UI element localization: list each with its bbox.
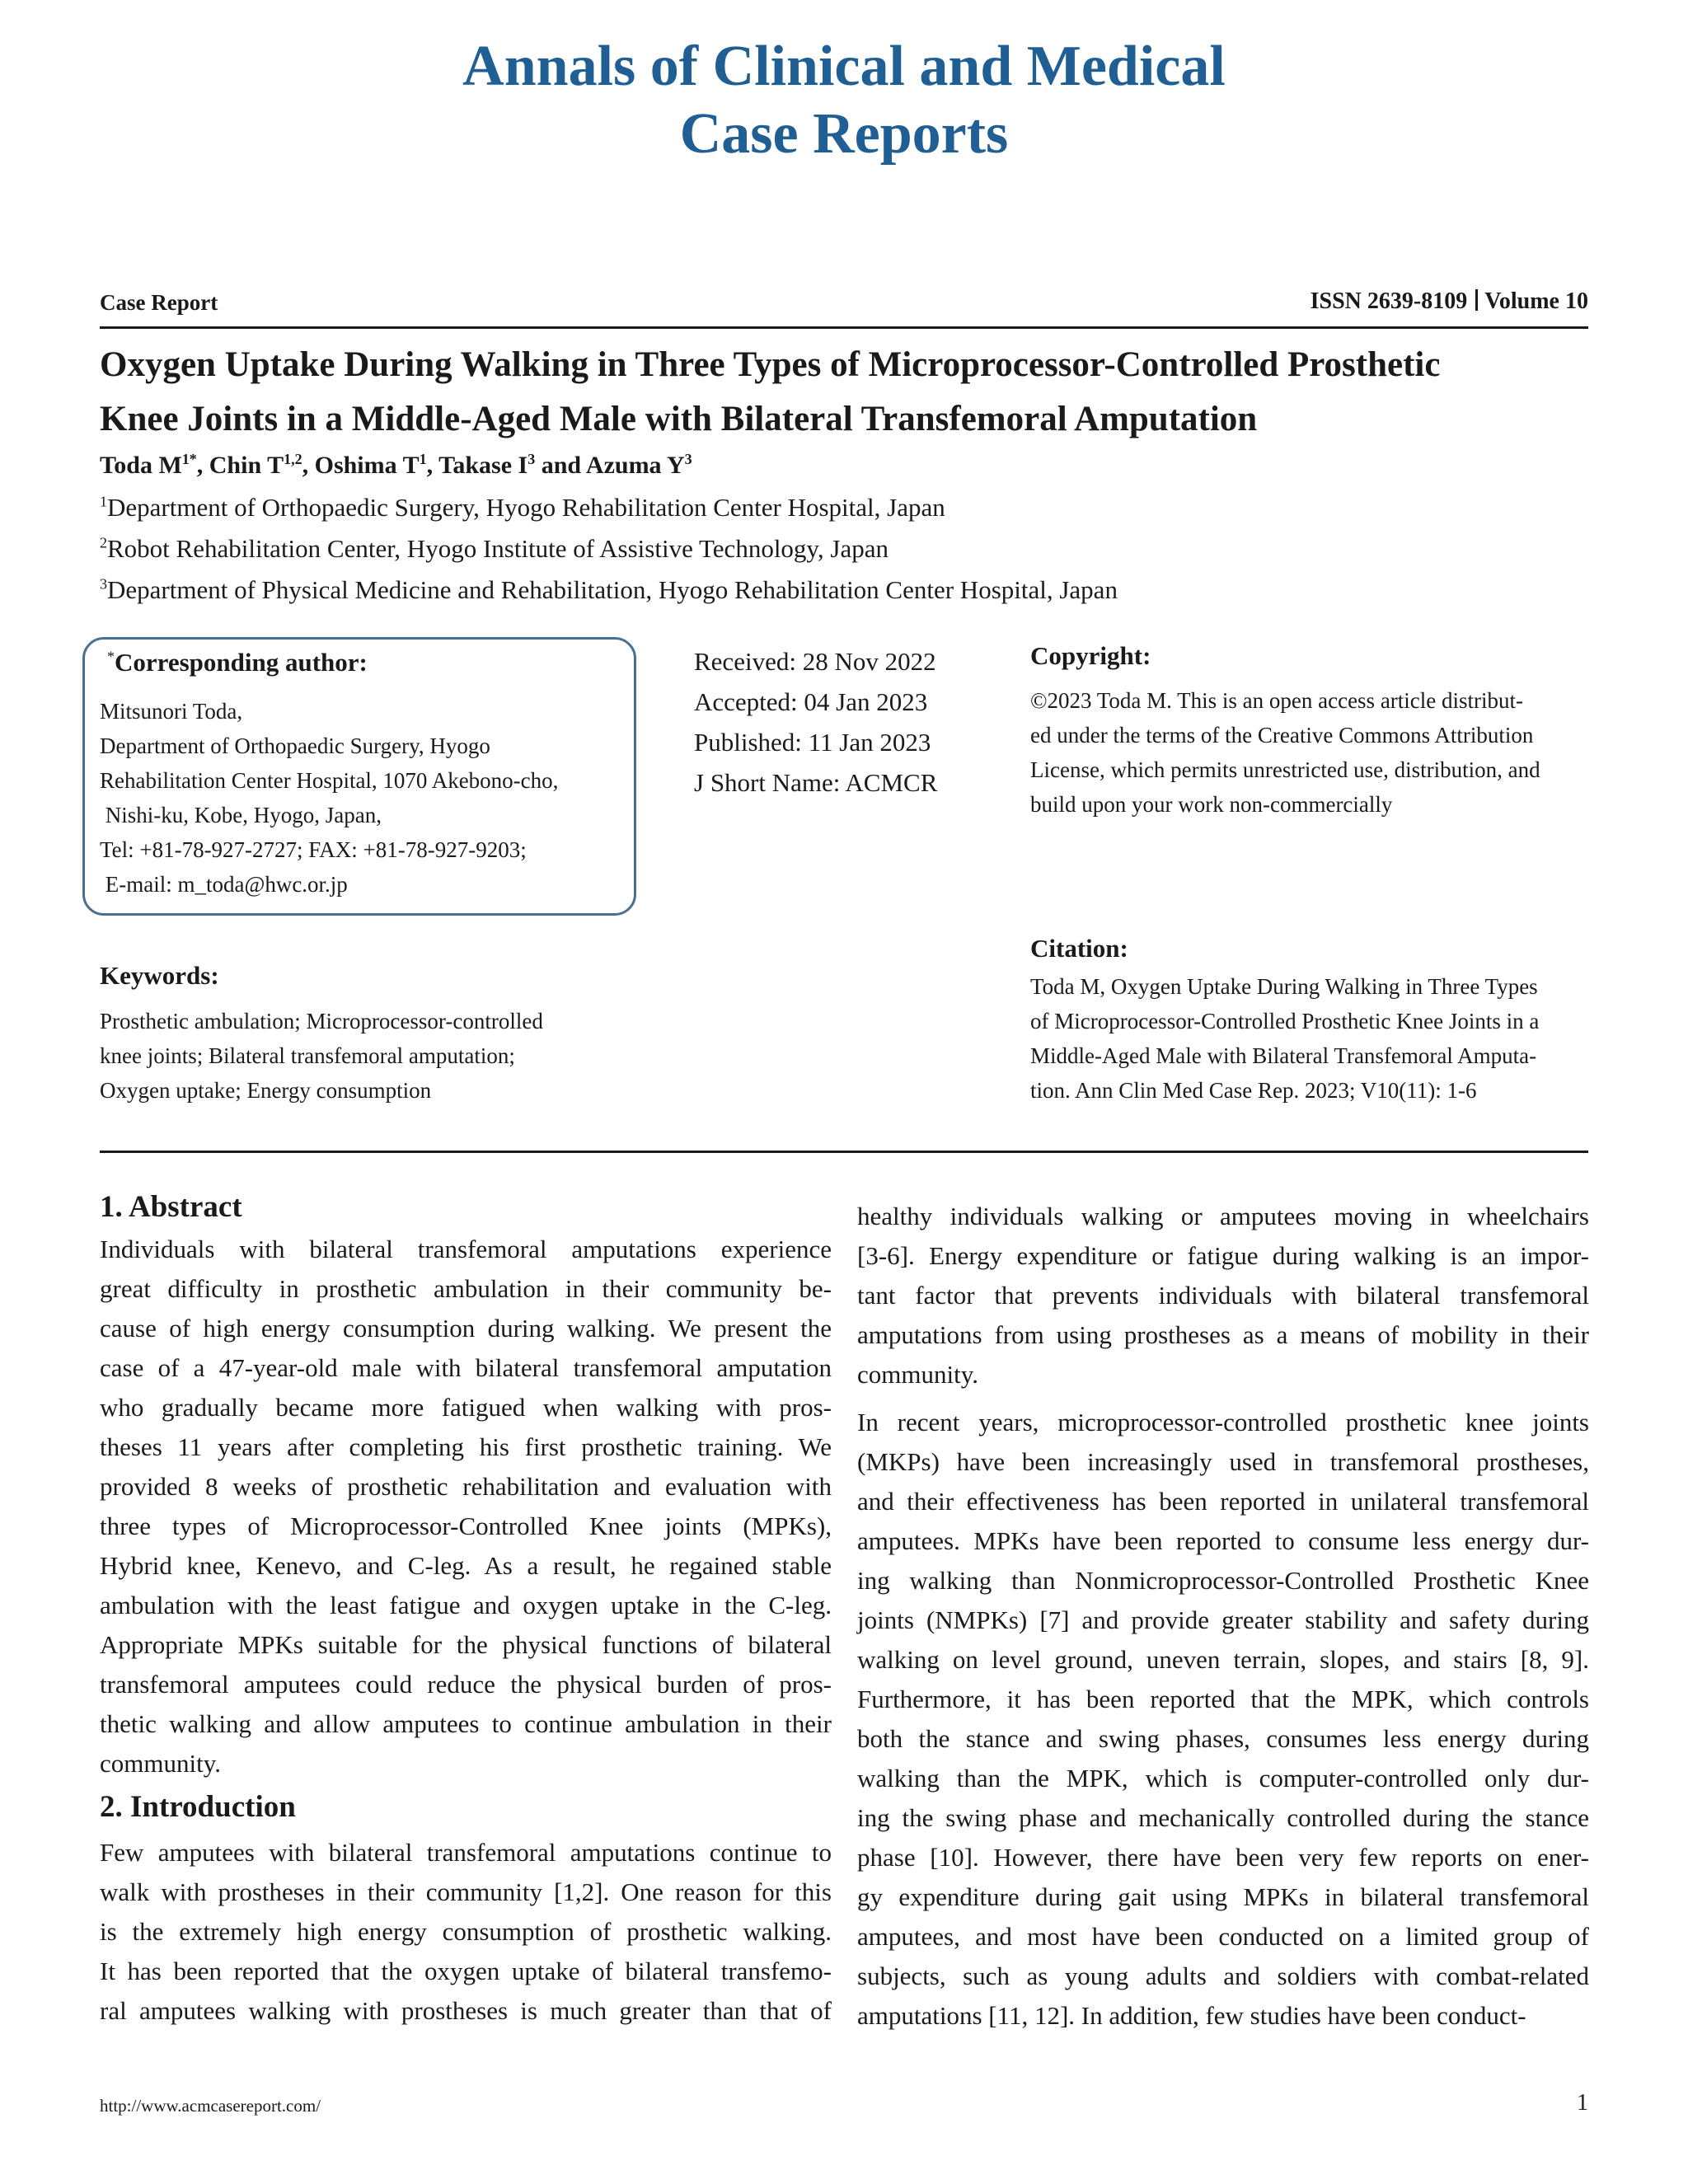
author-name: Chin T (209, 452, 284, 479)
text-line: great difficulty in prosthetic ambulation in their community be- (100, 1274, 832, 1303)
text-line: Furthermore, it has been reported that the MPK, which controls (857, 1685, 1589, 1713)
text-line: theses 11 years after completing his first prosthetic training. We (100, 1432, 832, 1461)
text-line: tant factor that prevents individuals with bilateral transfemoral (857, 1281, 1589, 1310)
text-line: Few amputees with bilateral transfemoral amputations continue to (100, 1838, 832, 1867)
page-number: 1 (1577, 2090, 1588, 2116)
text-line: walk with prostheses in their community [1,2]. One reason for this (100, 1877, 832, 1906)
text-line: Hybrid knee, Kenevo, and C-leg. As a result, he regained stable (100, 1551, 832, 1580)
journal-title-line-1: Annals of Clinical and Medical (462, 35, 1226, 98)
article-type-label: Case Report (100, 290, 218, 315)
text-line: thetic walking and allow amputees to continue ambulation in their (100, 1709, 832, 1738)
corresponding-line: Rehabilitation Center Hospital, 1070 Akebono-cho, (100, 768, 559, 793)
section-rule (100, 1151, 1588, 1153)
issn-text: ISSN 2639-8109 (1310, 288, 1468, 314)
author-affiliation-marker: 3 (528, 451, 536, 467)
author-affiliation-marker: 1,2 (284, 451, 302, 467)
right-column (857, 1197, 1589, 2036)
text-line: ing walking than Nonmicroprocessor-Controlled Prosthetic Knee (857, 1566, 1589, 1595)
introduction-heading: 2. Introduction (100, 1790, 296, 1824)
corresponding-author-heading: *Corresponding author: (107, 648, 368, 677)
text-line: walking on level ground, uneven terrain, slopes, and stairs [8, 9]. (857, 1645, 1589, 1674)
text-line: both the stance and swing phases, consumes less energy during (857, 1724, 1589, 1753)
text-line: provided 8 weeks of prosthetic rehabilitation and evaluation with (100, 1472, 832, 1501)
author-affiliation-marker: 1 (419, 451, 427, 467)
introduction-paragraph-2 (857, 1403, 1589, 2036)
author-name: Toda M (100, 452, 182, 479)
text-line: is the extremely high energy consumption of prosthetic walking. (100, 1917, 832, 1946)
text-line: It has been reported that the oxygen uptake of bilateral transfemo- (100, 1957, 832, 1985)
text-line: transfemoral amputees could reduce the physical burden of pros- (100, 1670, 832, 1699)
issn-divider (1475, 289, 1478, 311)
text-line: In recent years, microprocessor-controlled prosthetic knee joints (857, 1408, 1589, 1436)
author-name: Azuma Y (585, 452, 685, 479)
corresponding-author-details (100, 694, 558, 902)
text-line: (MKPs) have been increasingly used in transfemoral prostheses, (857, 1447, 1589, 1476)
text-line: Appropriate MPKs suitable for the physical functions of bilateral (100, 1630, 832, 1659)
keywords-heading: Keywords: (100, 961, 219, 990)
abstract-heading: 1. Abstract (100, 1190, 242, 1224)
header-rule (100, 326, 1588, 329)
text-line: amputees. MPKs have been reported to consume less energy dur- (857, 1526, 1589, 1555)
copyright-heading: Copyright: (1030, 641, 1151, 670)
corresponding-line: Mitsunori Toda, (100, 699, 243, 724)
journal-short-name: J Short Name: ACMCR (694, 768, 938, 797)
volume-text: Volume 10 (1484, 288, 1588, 314)
text-line: who gradually became more fatigued when walking with pros- (100, 1393, 832, 1422)
text-line: amputations from using prostheses as a means of mobility in their (857, 1320, 1589, 1349)
corresponding-line: Nishi-ku, Kobe, Hyogo, Japan, (100, 803, 382, 827)
text-line: amputations [11, 12]. In addition, few studies have been conduct- (857, 2001, 1526, 2030)
received-date: Received: 28 Nov 2022 (694, 647, 936, 676)
author-affiliation-marker: 1* (181, 451, 197, 467)
affiliation-2: $^2$Robot Rehabilitation Center, Hyogo Institute of Assistive Technology, Japan (100, 534, 889, 563)
accepted-date: Accepted: 04 Jan 2023 (694, 687, 928, 716)
author-affiliation-marker: 3 (684, 451, 692, 467)
affiliation-1: $^1$Department of Orthopaedic Surgery, Hyogo Rehabilitation Center Hospital, Japan (100, 493, 945, 522)
issn-volume (1311, 288, 1588, 315)
text-line: healthy individuals walking or amputees moving in wheelchairs (857, 1202, 1589, 1230)
text-line: and their effectiveness has been reported in unilateral transfemoral (857, 1487, 1589, 1516)
text-line: ing the swing phase and mechanically controlled during the stance (857, 1803, 1589, 1832)
introduction-body (100, 1833, 832, 2031)
journal-title (0, 33, 1688, 168)
article-title-line-2: Knee Joints in a Middle-Aged Male with Bilateral Transfemoral Amputation (100, 400, 1258, 438)
left-column (100, 1188, 832, 2031)
text-line: amputees, and most have been conducted on a limited group of (857, 1922, 1589, 1951)
text-line: joints (NMPKs) [7] and provide greater stability and safety during (857, 1605, 1589, 1634)
published-date: Published: 11 Jan 2023 (694, 728, 931, 757)
introduction-paragraph-continued (857, 1197, 1589, 1394)
keywords-text: Prosthetic ambulation; Microprocessor-controlled knee joints; Bilateral transfemoral amputation; Oxygen uptake; Energy consumption (100, 1009, 543, 1103)
author-name: Takase I (438, 452, 528, 479)
text-line: case of a 47-year-old male with bilateral transfemoral amputation (100, 1353, 832, 1382)
article-dates (694, 641, 937, 803)
copyright-text: ©2023 Toda M. This is an open access article distribut- ed under the terms of the Creative Commons Attribution License, which permits unrestricted use, distribution, and build upon your work non-commercially (1030, 688, 1540, 817)
citation-heading: Citation: (1030, 934, 1128, 963)
text-line: ral amputees walking with prostheses is much greater than that of (100, 1996, 832, 2025)
article-title-line-1: Oxygen Uptake During Walking in Three Types of Microprocessor-Controlled Prosthetic (100, 345, 1441, 384)
author-name: Oshima T (314, 452, 420, 479)
journal-title-line-2: Case Reports (679, 102, 1009, 166)
author-list: Toda $M^{1*}$, Chin T$^{1,2}$, Oshima $T^1$, Takase $I^3$ and Azuma $Y^3$ (100, 451, 692, 479)
text-line: three types of Microprocessor-Controlled Knee joints (MPKs), (100, 1511, 832, 1540)
abstract-body (100, 1230, 832, 1783)
text-line: ambulation with the least fatigue and oxygen uptake in the C-leg. (100, 1591, 832, 1619)
article-title (100, 338, 1592, 447)
affiliation-3: $^3$Department of Physical Medicine and Rehabilitation, Hyogo Rehabilitation Center Hospital, Japan (100, 575, 1118, 604)
text-line: Individuals with bilateral transfemoral amputations experience (100, 1235, 832, 1263)
corresponding-line: Department of Orthopaedic Surgery, Hyogo (100, 733, 490, 758)
text-line: [3-6]. Energy expenditure or fatigue during walking is an impor- (857, 1241, 1589, 1270)
text-line: gy expenditure during gait using MPKs in bilateral transfemoral (857, 1882, 1589, 1911)
corresponding-email: E-mail: m_toda@hwc.or.jp (100, 872, 348, 897)
citation-text: Toda M, Oxygen Uptake During Walking in Three Types of Microprocessor-Controlled Prosthetic Knee Joints in a Middle-Aged Male with Bilateral Transfemoral Amputa- tion. Ann Clin Med Case Rep. 2023; V10(11): 1-6 (1030, 974, 1540, 1103)
text-line: community. (857, 1360, 978, 1389)
text-line: walking than the MPK, which is computer-controlled only dur- (857, 1764, 1589, 1793)
corresponding-line: Tel: +81-78-927-2727; FAX: +81-78-927-9203; (100, 837, 527, 862)
text-line: phase [10]. However, there have been very few reports on ener- (857, 1843, 1589, 1872)
footer-url: http://www.acmcasereport.com/ (100, 2096, 321, 2116)
text-line: subjects, such as young adults and soldiers with combat-related (857, 1961, 1589, 1990)
text-line: cause of high energy consumption during walking. We present the (100, 1314, 832, 1343)
text-line: community. (100, 1749, 221, 1778)
